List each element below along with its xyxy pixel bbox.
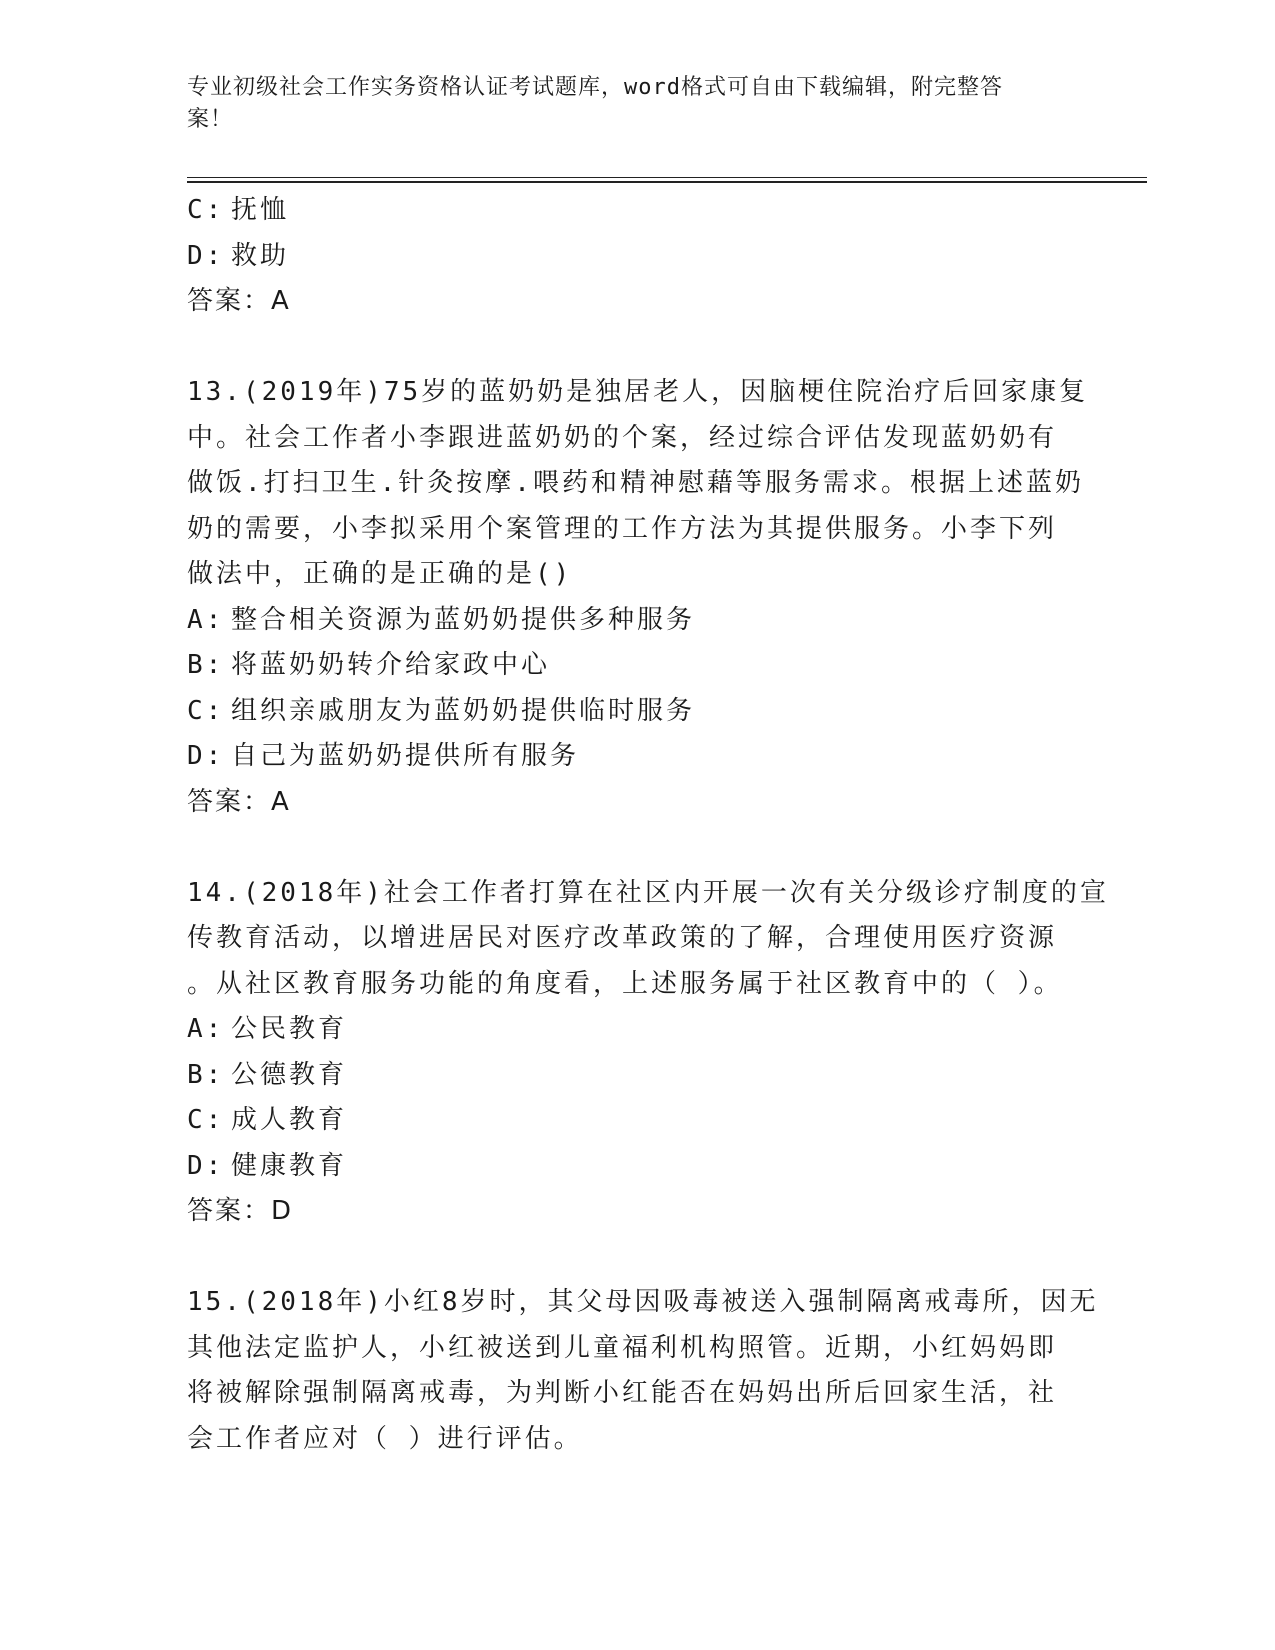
question-line: 15.(2018年)小红8岁时，其父母因吸毒被送入强制隔离戒毒所，因无: [187, 1287, 1099, 1317]
option-label: A:: [187, 1014, 225, 1044]
question-line: 。从社区教育服务功能的角度看，上述服务属于社区教育中的（ ）。: [187, 968, 1063, 999]
option-c: [187, 188, 1087, 234]
answer-line: 答案：A: [187, 786, 291, 817]
question-line: 14.(2018年)社会工作者打算在社区内开展一次有关分级诊疗制度的宣: [187, 877, 1109, 908]
question-text: [187, 1280, 1099, 1462]
question-line: 13.(2019年)75岁的蓝奶奶是独居老人，因脑梗住院治疗后回家康复: [187, 377, 1089, 407]
question-line: 做法中，正确的是正确的是(): [187, 559, 573, 589]
question-text: [187, 871, 1109, 1008]
option-text: 健康教育: [231, 1150, 348, 1181]
option-text: 自己为蓝奶奶提供所有服务: [231, 741, 580, 771]
option-label: B:: [187, 1059, 225, 1090]
answer-line: 答案：A: [187, 286, 291, 316]
question-line: 将被解除强制隔离戒毒，为判断小红能否在妈妈出所后回家生活，社: [187, 1378, 1058, 1408]
header-line-1: 专业初级社会工作实务资格认证考试题库，word格式可自由下载编辑，附完整答: [187, 75, 1003, 100]
option-text: 抚恤: [231, 195, 290, 225]
option-label: C:: [187, 195, 225, 225]
option-text: 公德教育: [231, 1059, 348, 1090]
header-divider-thick: [187, 181, 1147, 183]
option-d: [187, 1144, 1087, 1190]
question-content: [187, 188, 1109, 1462]
header-line-2: 案！: [187, 107, 234, 132]
prev-question: [187, 188, 1087, 325]
option-text: 组织亲戚朋友为蓝奶奶提供临时服务: [231, 695, 696, 726]
option-label: C:: [187, 1105, 225, 1135]
option-c: [187, 689, 1087, 735]
option-b: [187, 1053, 1087, 1099]
page-header: [187, 72, 1067, 136]
option-c: [187, 1098, 1087, 1144]
option-a: [187, 598, 1087, 644]
question-13: [187, 370, 1087, 825]
option-label: C:: [187, 695, 225, 726]
option-label: D:: [187, 240, 225, 271]
question-line: 中。社会工作者小李跟进蓝奶奶的个案，经过综合评估发现蓝奶奶有: [187, 422, 1058, 453]
option-label: B:: [187, 650, 225, 680]
header-divider-thin: [187, 177, 1147, 178]
question-14: [187, 871, 1109, 1235]
option-label: D:: [187, 741, 225, 771]
option-text: 救助: [231, 240, 290, 271]
option-text: 公民教育: [231, 1014, 348, 1044]
option-d: [187, 734, 1087, 780]
question-line: 做饭.打扫卫生.针灸按摩.喂药和精神慰藉等服务需求。根据上述蓝奶: [187, 468, 1084, 498]
question-line: 其他法定监护人，小红被送到儿童福利机构照管。近期，小红妈妈即: [187, 1332, 1058, 1363]
option-label: A:: [187, 604, 225, 635]
option-label: D:: [187, 1150, 225, 1181]
option-text: 整合相关资源为蓝奶奶提供多种服务: [231, 604, 696, 635]
option-a: [187, 1007, 1087, 1053]
question-text: [187, 370, 1087, 598]
option-text: 成人教育: [231, 1105, 348, 1135]
option-d: [187, 234, 1087, 280]
answer-line: 答案：D: [187, 1196, 294, 1226]
question-15: [187, 1280, 1099, 1462]
question-line: 奶的需要，小李拟采用个案管理的工作方法为其提供服务。小李下列: [187, 513, 1058, 544]
option-text: 将蓝奶奶转介给家政中心: [231, 650, 551, 680]
question-line: 传教育活动，以增进居民对医疗改革政策的了解，合理使用医疗资源: [187, 923, 1058, 953]
question-line: 会工作者应对（ ）进行评估。: [187, 1423, 583, 1454]
option-b: [187, 643, 1087, 689]
